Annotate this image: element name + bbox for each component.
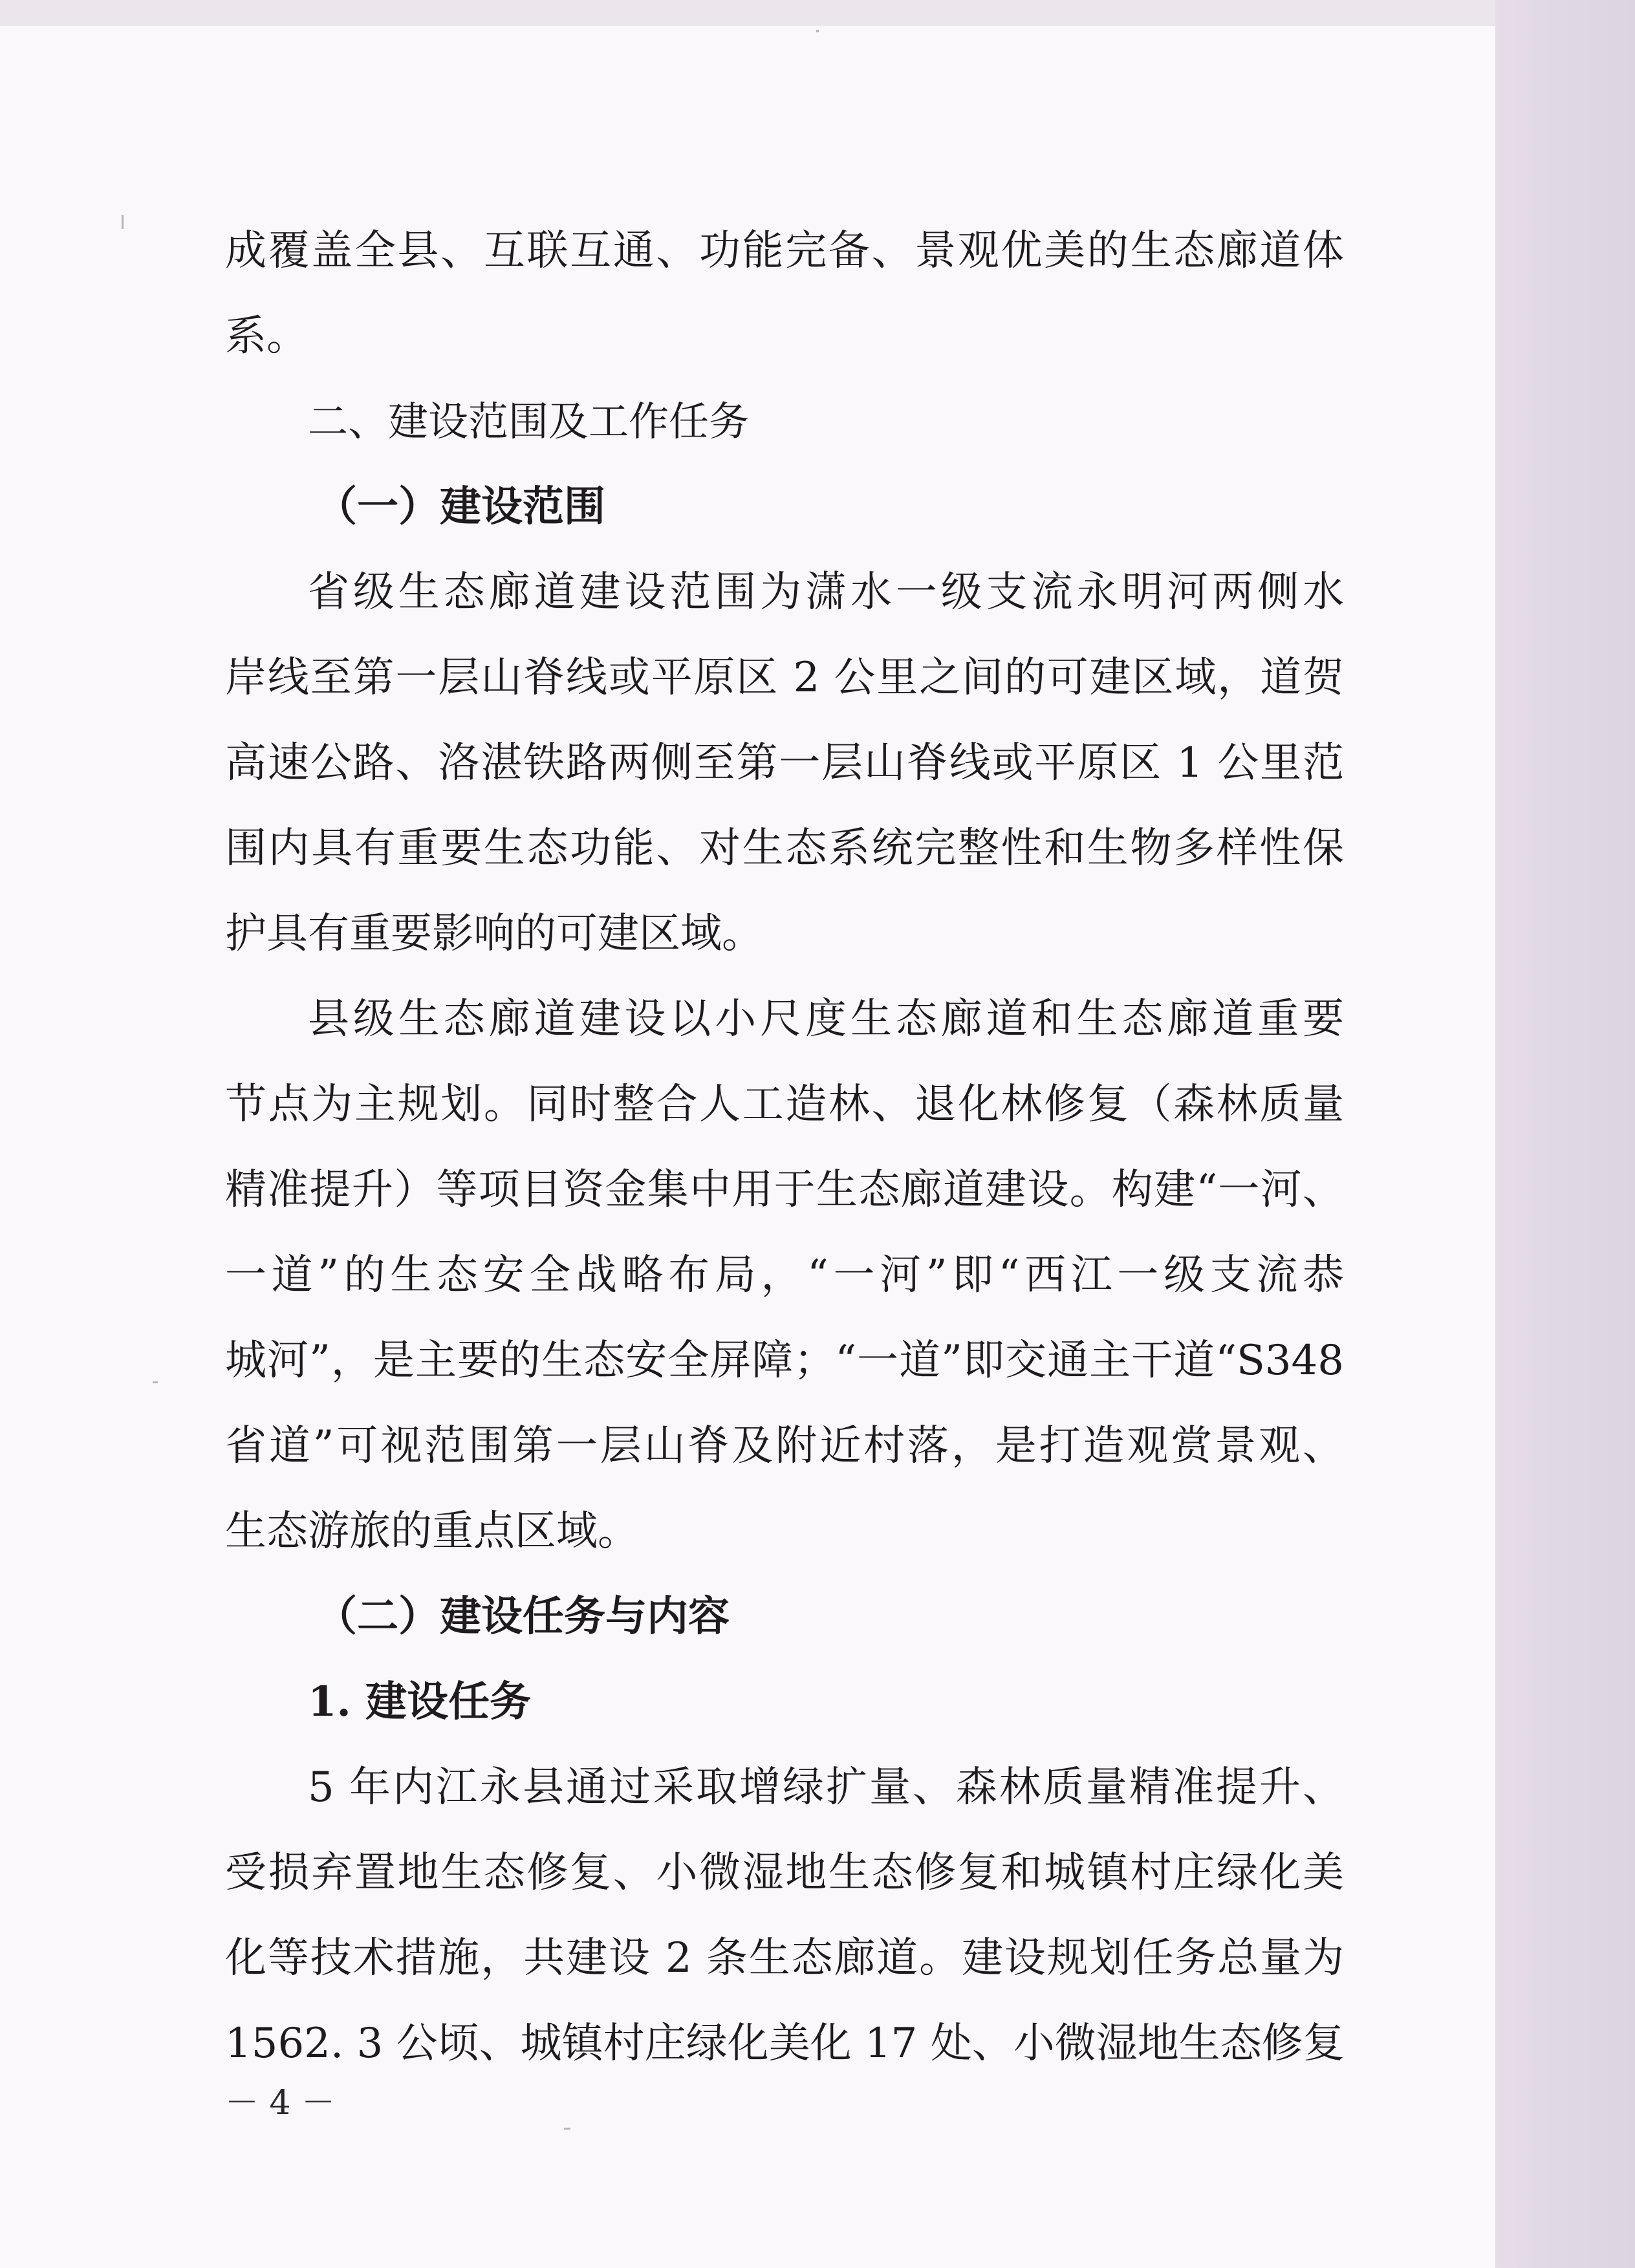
body-line: 高速公路、洛湛铁路两侧至第一层山脊线或平原区 1 公里范 xyxy=(225,739,1344,787)
body-line: 节点为主规划。同时整合人工造林、退化林修复（森林质量 xyxy=(225,1081,1344,1129)
subsection-heading: （一）建设范围 xyxy=(316,482,605,531)
body-line: 城河”，是主要的生态安全屏障；“一道”即交通主干道“S348 xyxy=(225,1337,1344,1385)
body-line: 1562. 3 公顷、城镇村庄绿化美化 17 处、小微湿地生态修复 xyxy=(225,2020,1345,2068)
body-line: 县级生态廊道建设以小尺度生态廊道和生态廊道重要 xyxy=(308,995,1344,1043)
body-line: 受损弃置地生态修复、小微湿地生态修复和城镇村庄绿化美 xyxy=(225,1849,1344,1897)
body-line: 省级生态廊道建设范围为潇水一级支流永明河两侧水 xyxy=(308,568,1344,616)
scan-edge-shadow xyxy=(1495,0,1635,2268)
body-line: 一道”的生态安全战略布局，“一河”即“西江一级支流恭 xyxy=(225,1251,1344,1299)
body-line: 5 年内江永县通过采取增绿扩量、森林质量精准提升、 xyxy=(308,1764,1344,1811)
scan-speck xyxy=(816,30,819,32)
body-line: 围内具有重要生态功能、对生态系统完整性和生物多样性保 xyxy=(225,825,1344,872)
body-line: 成覆盖全县、互联互通、功能完备、景观优美的生态廊道体 xyxy=(225,227,1344,275)
body-line: 系。 xyxy=(225,312,308,360)
scan-speck xyxy=(564,2128,570,2130)
body-line: 生态游旅的重点区域。 xyxy=(225,1507,639,1555)
scan-speck xyxy=(122,215,124,229)
scan-speck xyxy=(153,1381,158,1383)
document-body xyxy=(225,208,1344,2086)
scan-top-strip xyxy=(0,0,1495,26)
page-number: － 4 － xyxy=(225,2084,336,2122)
body-line: 护具有重要影响的可建区域。 xyxy=(225,910,763,958)
item-heading: 1. 建设任务 xyxy=(308,1678,532,1726)
subsection-heading: （二）建设任务与内容 xyxy=(316,1592,730,1641)
body-line: 省道”可视范围第一层山脊及附近村落，是打造观赏景观、 xyxy=(225,1422,1344,1470)
body-line: 化等技术措施，共建设 2 条生态廊道。建设规划任务总量为 xyxy=(225,1934,1344,1982)
section-heading: 二、建设范围及工作任务 xyxy=(308,398,750,445)
body-line: 岸线至第一层山脊线或平原区 2 公里之间的可建区域，道贺 xyxy=(225,654,1344,702)
body-line: 精准提升）等项目资金集中用于生态廊道建设。构建“一河、 xyxy=(225,1166,1344,1214)
